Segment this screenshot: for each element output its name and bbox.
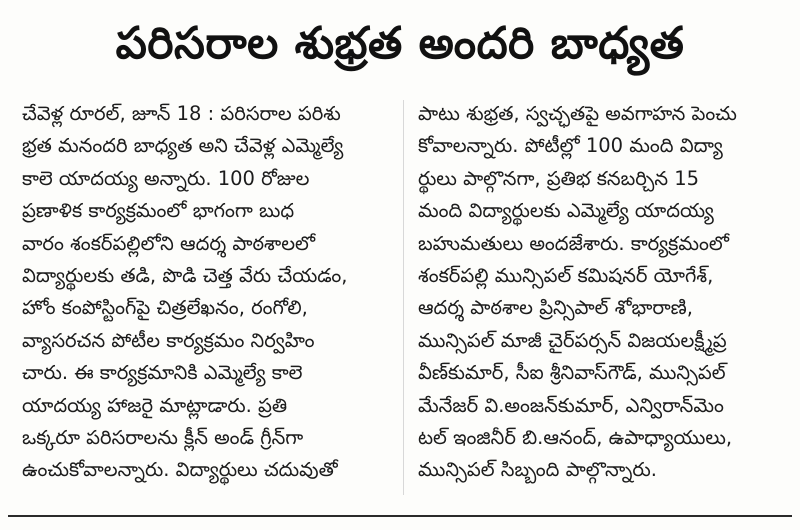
- body-line: ఒక్కరూ పరిసరాలను క్లీన్ అండ్ గ్రీన్‌గా: [22, 425, 304, 449]
- body-line: శంకర్‌పల్లి మున్సిపల్ కమిషనర్ యోగేశ్,: [418, 263, 714, 287]
- body-line: చారు. ఈ కార్యక్రమానికి ఎమ్మెల్యే కాలె: [22, 361, 303, 385]
- left-column: [22, 98, 392, 487]
- body-line: ర్థులు పాల్గొనగా, ప్రతిభ కనబర్చిన 15: [418, 166, 700, 190]
- body-line: మేనేజర్ వి.అంజన్‌కుమార్, ఎన్విరాన్‌మెం: [418, 393, 724, 417]
- body-line: వ్యాసరచన పోటీల కార్యక్రమం నిర్వహిం: [22, 328, 315, 352]
- body-line: చేవెళ్ల రూరల్, జూన్ 18 : పరిసరాల పరిశు: [22, 102, 341, 125]
- body-line: కోవాలన్నారు. పోటీల్లో 100 మంది విద్యా: [418, 134, 723, 158]
- body-line: బహుమతులు అందజేశారు. కార్యక్రమంలో: [418, 231, 729, 255]
- body-line: టల్ ఇంజినీర్ బి.ఆనంద్, ఉపాధ్యాయులు,: [418, 425, 733, 449]
- body-line: పాటు శుభ్రత, స్వచ్ఛతపై అవగాహన పెంచు: [418, 102, 737, 125]
- body-line: ప్రణాళిక కార్యక్రమంలో భాగంగా బుధ: [22, 199, 295, 223]
- body-line: కాలె యాదయ్య అన్నారు. 100 రోజుల: [22, 166, 310, 190]
- body-line: భ్రత మనందరి బాధ్యత అని చేవెళ్ల ఎమ్మెల్యే: [22, 134, 344, 158]
- article-headline: పరిసరాల శుభ్రత అందరి బాధ్యత: [115, 18, 685, 69]
- body-line: ఉంచుకోవాలన్నారు. విద్యార్థులు చదువుతో: [22, 458, 338, 482]
- right-column: [418, 98, 786, 487]
- body-line: మంది విద్యార్థులకు ఎమ్మెల్యే యాదయ్య: [418, 199, 714, 223]
- body-line: హోం కంపోస్టింగ్‌పై చిత్రలేఖనం, రంగోలి,: [22, 296, 308, 320]
- body-line: ఆదర్శ పాఠశాల ప్రిన్సిపాల్ శోభారాణి,: [418, 296, 693, 320]
- body-line: మున్సిపల్ సిబ్బంది పాల్గొన్నారు.: [418, 458, 657, 482]
- column-divider: [403, 100, 404, 495]
- body-line: మున్సిపల్ మాజీ చైర్‌పర్సన్ విజయలక్ష్మీప్ర: [418, 328, 727, 352]
- body-line: యాదయ్య హాజరై మాట్లాడారు. ప్రతి: [22, 393, 288, 417]
- body-line: వారం శంకర్‌పల్లిలోని ఆదర్శ పాఠశాలలో: [22, 231, 316, 255]
- body-line: విద్యార్థులకు తడి, పొడి చెత్త వేరు చేయడం,: [22, 263, 348, 287]
- bottom-rule: [8, 515, 792, 517]
- body-line: వీణ్‌కుమార్, సీఐ శ్రీనివాస్‌గౌడ్, మున్సిపల్: [418, 361, 726, 385]
